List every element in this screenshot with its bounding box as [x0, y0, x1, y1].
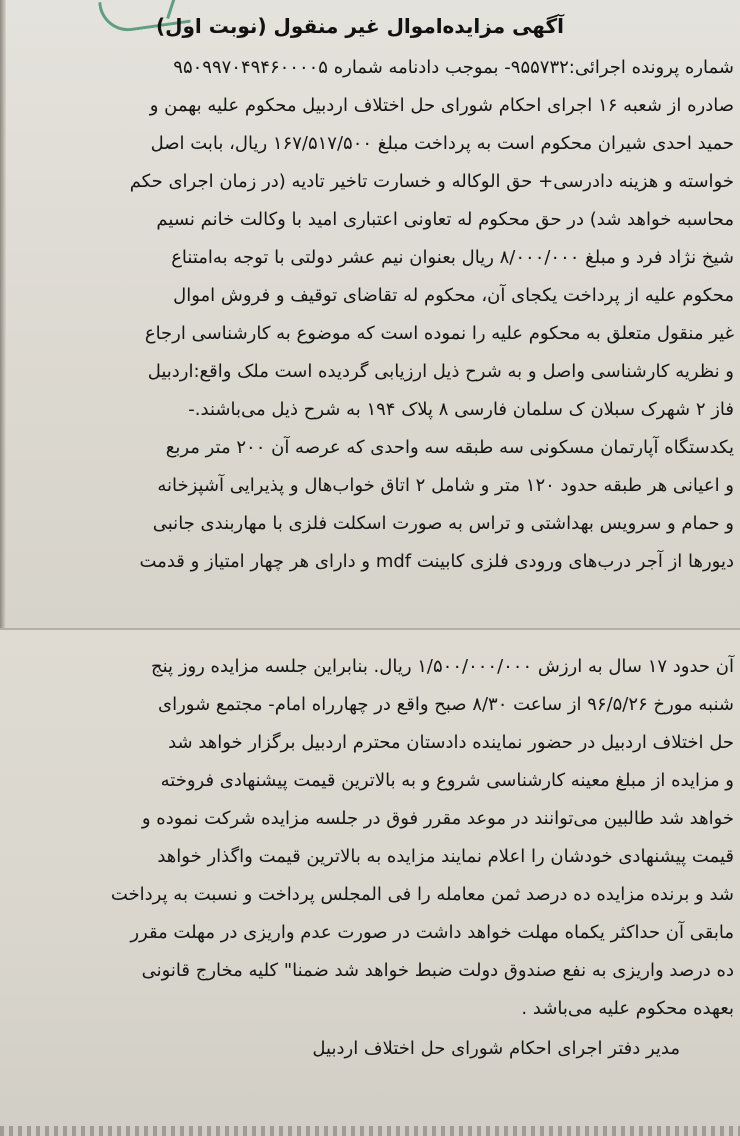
- text-line: محاسبه خواهد شد) در حق محکوم له تعاونی اعتباری امید با وکالت خانم نسیم: [156, 209, 734, 230]
- text-line: صادره از شعبه ۱۶ اجرای احکام شورای حل اختلاف اردبیل محکوم علیه بهمن و: [149, 95, 734, 116]
- announcement-title: آگهی مزایده‌اموال غیر منقول (نوبت اول): [155, 14, 564, 38]
- text-line: شیخ نژاد فرد و مبلغ ۸/۰۰۰/۰۰۰ ریال بعنوان نیم عشر دولتی با توجه به‌امتناع: [171, 247, 734, 268]
- text-line: شماره پرونده اجرائی:۹۵۵۷۳۲- بموجب دادنامه شماره ۹۵۰۹۹۷۰۴۹۴۶۰۰۰۰۵: [173, 57, 734, 78]
- text-line: و مزایده از مبلغ معینه کارشناسی شروع و به بالاترین قیمت پیشنهادی فروخته: [160, 770, 734, 791]
- paper-edge-shadow: [0, 0, 6, 630]
- signature-line: مدیر دفتر اجرای احکام شورای حل اختلاف اردبیل: [312, 1038, 680, 1059]
- text-line: مابقی آن حداکثر یکماه مهلت خواهد داشت در صورت عدم واریزی در مهلت مقرر: [130, 922, 734, 943]
- text-line: فاز ۲ شهرک سبلان ک سلمان فارسی ۸ پلاک ۱۹۴ به شرح ذیل می‌باشند.-: [188, 399, 734, 420]
- announcement-bottom-clipping: [0, 630, 740, 1136]
- text-line: دیورها از آجر درب‌های ورودی فلزی کابینت mdf و دارای هر چهار امتیاز و قدمت: [139, 551, 734, 572]
- text-line: و نظریه کارشناسی واصل و به شرح ذیل ارزیابی گردیده است ملک واقع:اردبیل: [147, 361, 734, 382]
- text-line: حل اختلاف اردبیل در حضور نماینده دادستان محترم اردبیل برگزار خواهد شد: [168, 732, 734, 753]
- text-line: شد و برنده مزایده ده درصد ثمن معامله را فی المجلس پرداخت و نسبت به پرداخت: [110, 884, 734, 905]
- text-line: خواهد شد طالبین می‌توانند در موعد مقرر فوق در جلسه مزایده شرکت نموده و: [141, 808, 734, 829]
- text-line: محکوم علیه از پرداخت یکجای آن، محکوم له تقاضای توقیف و فروش اموال: [173, 285, 734, 306]
- text-line: بعهده محکوم علیه می‌باشد .: [521, 998, 734, 1019]
- text-line: و اعیانی هر طبقه حدود ۱۲۰ متر و شامل ۲ اتاق خواب‌هال و پذیرایی آشپزخانه: [157, 475, 734, 496]
- text-line: یکدستگاه آپارتمان مسکونی سه طبقه سه واحدی که عرصه آن ۲۰۰ متر مربع: [165, 437, 734, 458]
- text-line: شنبه مورخ ۹۶/۵/۲۶ از ساعت ۸/۳۰ صبح واقع در چهارراه امام- مجتمع شورای: [158, 694, 734, 715]
- text-line: ده درصد واریزی به نفع صندوق دولت ضبط خواهد شد ضمنا" کلیه مخارج قانونی: [141, 960, 734, 981]
- text-line: و حمام و سرویس بهداشتی و تراس به صورت اسکلت فلزی با مهاربندی جانبی: [152, 513, 734, 534]
- text-line: قیمت پیشنهادی خودشان را اعلام نمایند مزایده به بالاترین قیمت واگذار خواهد: [157, 846, 734, 867]
- text-line: حمید احدی شیران محکوم است به پرداخت مبلغ ۱۶۷/۵۱۷/۵۰۰ ریال، بابت اصل: [150, 133, 734, 154]
- text-line: غیر منقول متعلق به محکوم علیه را نموده است که موضوع به کارشناسی ارجاع: [144, 323, 734, 344]
- text-line: خواسته و هزینه دادرسی+ حق الوکاله و خسارت تاخیر تادیه (در زمان اجرای حکم: [129, 171, 734, 192]
- text-line: آن حدود ۱۷ سال به ارزش ۱/۵۰۰/۰۰۰/۰۰۰ ریال. بنابراین جلسه مزایده روز پنج: [150, 656, 734, 677]
- paper-bottom-edge: [0, 1126, 740, 1136]
